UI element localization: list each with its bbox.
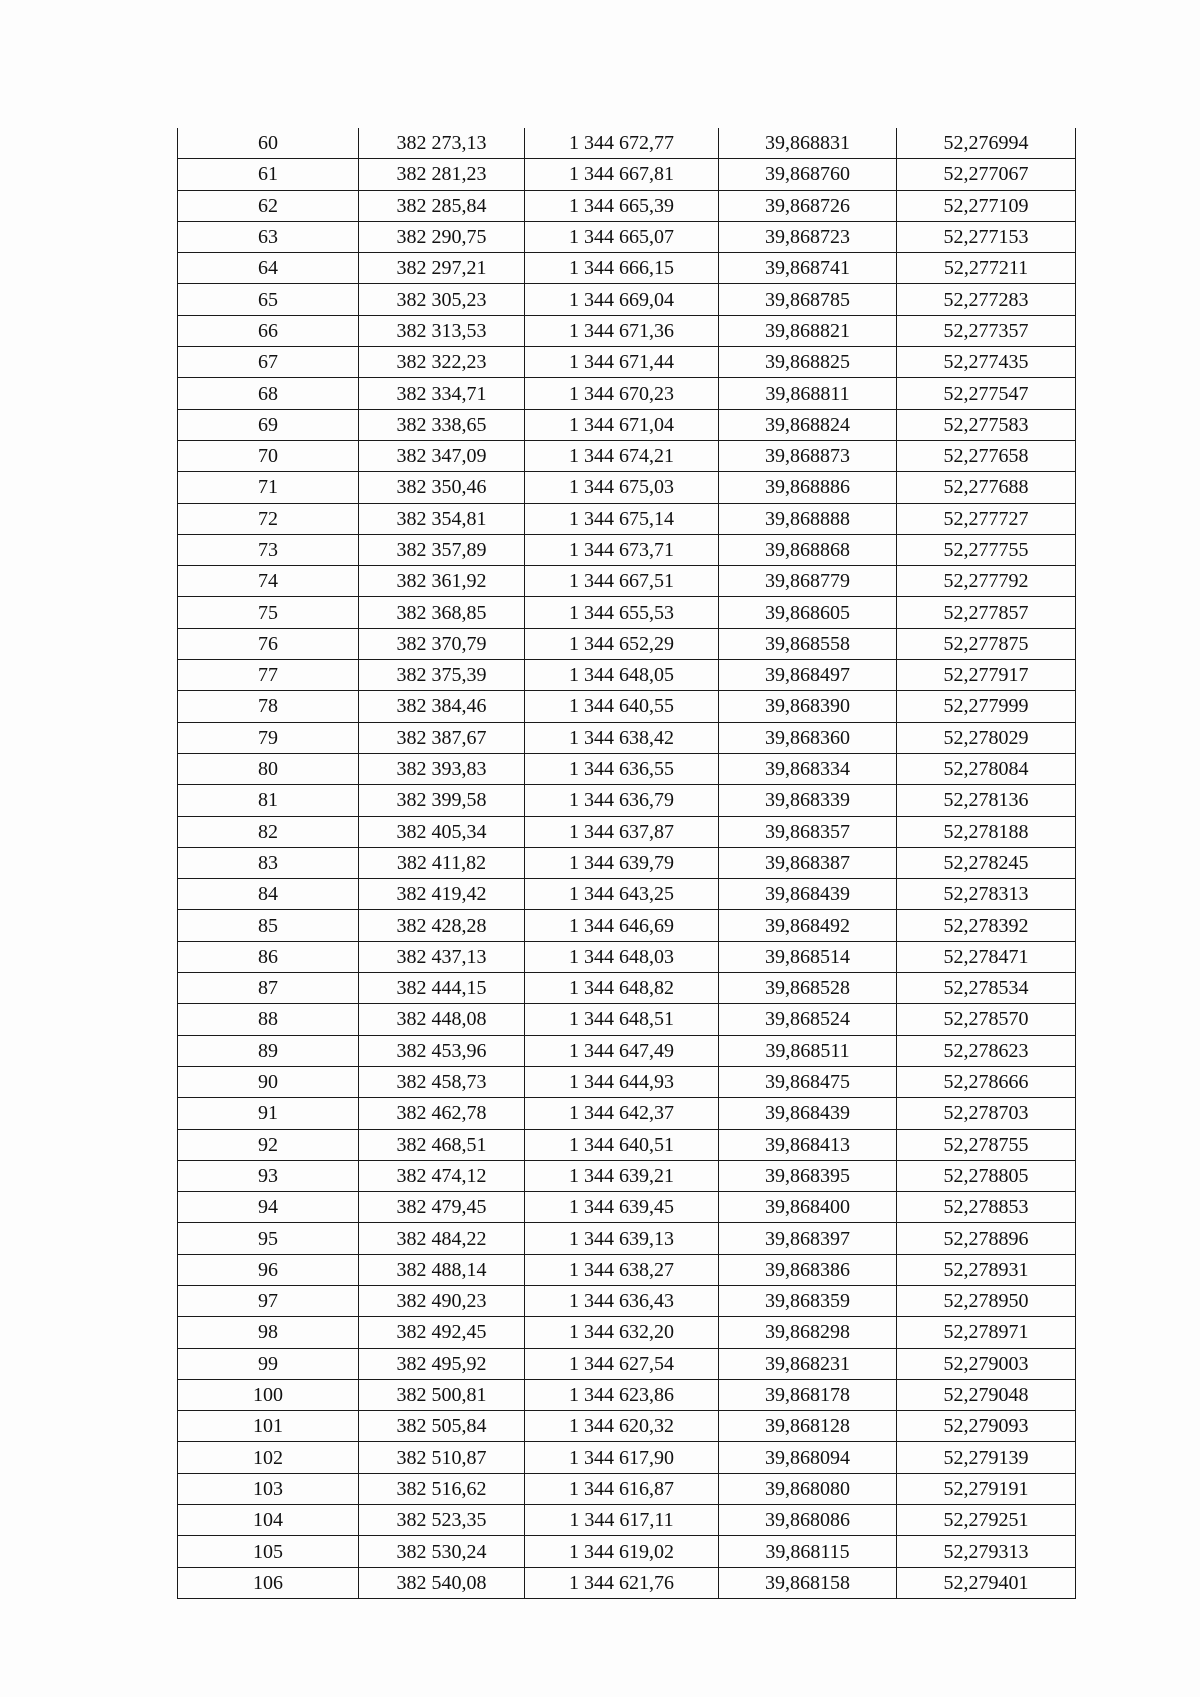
latitude-cell: 52,278623 <box>897 1035 1076 1066</box>
longitude-cell: 39,868231 <box>719 1348 897 1379</box>
latitude-cell: 52,278534 <box>897 973 1076 1004</box>
x-coordinate-cell: 382 530,24 <box>359 1536 525 1567</box>
point-number-cell: 105 <box>178 1536 359 1567</box>
longitude-cell: 39,868511 <box>719 1035 897 1066</box>
table-row <box>178 128 1076 159</box>
y-coordinate-cell: 1 344 671,44 <box>525 347 719 378</box>
latitude-cell: 52,277211 <box>897 253 1076 284</box>
table-row <box>178 660 1076 691</box>
table-row <box>178 253 1076 284</box>
x-coordinate-cell: 382 384,46 <box>359 691 525 722</box>
point-number-cell: 76 <box>178 628 359 659</box>
latitude-cell: 52,279191 <box>897 1473 1076 1504</box>
point-number-cell: 95 <box>178 1223 359 1254</box>
longitude-cell: 39,868439 <box>719 879 897 910</box>
point-number-cell: 97 <box>178 1285 359 1316</box>
longitude-cell: 39,868334 <box>719 753 897 784</box>
y-coordinate-cell: 1 344 666,15 <box>525 253 719 284</box>
point-number-cell: 96 <box>178 1254 359 1285</box>
table-row <box>178 1004 1076 1035</box>
table-row <box>178 1285 1076 1316</box>
y-coordinate-cell: 1 344 637,87 <box>525 816 719 847</box>
longitude-cell: 39,868497 <box>719 660 897 691</box>
point-number-cell: 92 <box>178 1129 359 1160</box>
table-row <box>178 847 1076 878</box>
latitude-cell: 52,277109 <box>897 190 1076 221</box>
point-number-cell: 88 <box>178 1004 359 1035</box>
longitude-cell: 39,868811 <box>719 378 897 409</box>
x-coordinate-cell: 382 334,71 <box>359 378 525 409</box>
x-coordinate-cell: 382 492,45 <box>359 1317 525 1348</box>
latitude-cell: 52,279093 <box>897 1411 1076 1442</box>
table-row <box>178 722 1076 753</box>
point-number-cell: 89 <box>178 1035 359 1066</box>
latitude-cell: 52,279139 <box>897 1442 1076 1473</box>
latitude-cell: 52,277792 <box>897 566 1076 597</box>
y-coordinate-cell: 1 344 675,03 <box>525 472 719 503</box>
table-row <box>178 378 1076 409</box>
x-coordinate-cell: 382 479,45 <box>359 1192 525 1223</box>
latitude-cell: 52,279003 <box>897 1348 1076 1379</box>
point-number-cell: 104 <box>178 1505 359 1536</box>
table-row <box>178 284 1076 315</box>
table-row <box>178 409 1076 440</box>
point-number-cell: 102 <box>178 1442 359 1473</box>
x-coordinate-cell: 382 484,22 <box>359 1223 525 1254</box>
longitude-cell: 39,868357 <box>719 816 897 847</box>
table-row <box>178 440 1076 471</box>
latitude-cell: 52,277283 <box>897 284 1076 315</box>
longitude-cell: 39,868821 <box>719 315 897 346</box>
latitude-cell: 52,278703 <box>897 1098 1076 1129</box>
y-coordinate-cell: 1 344 639,79 <box>525 847 719 878</box>
y-coordinate-cell: 1 344 672,77 <box>525 128 719 159</box>
latitude-cell: 52,277547 <box>897 378 1076 409</box>
longitude-cell: 39,868888 <box>719 503 897 534</box>
table-row <box>178 190 1076 221</box>
table-row <box>178 1379 1076 1410</box>
coordinates-table <box>177 128 1076 1599</box>
point-number-cell: 70 <box>178 440 359 471</box>
longitude-cell: 39,868359 <box>719 1285 897 1316</box>
y-coordinate-cell: 1 344 669,04 <box>525 284 719 315</box>
table-row <box>178 566 1076 597</box>
y-coordinate-cell: 1 344 640,55 <box>525 691 719 722</box>
longitude-cell: 39,868115 <box>719 1536 897 1567</box>
longitude-cell: 39,868390 <box>719 691 897 722</box>
table-row <box>178 1473 1076 1504</box>
y-coordinate-cell: 1 344 667,51 <box>525 566 719 597</box>
y-coordinate-cell: 1 344 643,25 <box>525 879 719 910</box>
latitude-cell: 52,279313 <box>897 1536 1076 1567</box>
y-coordinate-cell: 1 344 638,42 <box>525 722 719 753</box>
y-coordinate-cell: 1 344 620,32 <box>525 1411 719 1442</box>
y-coordinate-cell: 1 344 673,71 <box>525 534 719 565</box>
y-coordinate-cell: 1 344 648,03 <box>525 941 719 972</box>
longitude-cell: 39,868475 <box>719 1066 897 1097</box>
point-number-cell: 85 <box>178 910 359 941</box>
latitude-cell: 52,277857 <box>897 597 1076 628</box>
table-row <box>178 910 1076 941</box>
latitude-cell: 52,278084 <box>897 753 1076 784</box>
y-coordinate-cell: 1 344 639,45 <box>525 1192 719 1223</box>
longitude-cell: 39,868605 <box>719 597 897 628</box>
x-coordinate-cell: 382 290,75 <box>359 221 525 252</box>
point-number-cell: 91 <box>178 1098 359 1129</box>
table-row <box>178 1066 1076 1097</box>
longitude-cell: 39,868128 <box>719 1411 897 1442</box>
longitude-cell: 39,868868 <box>719 534 897 565</box>
longitude-cell: 39,868760 <box>719 159 897 190</box>
point-number-cell: 90 <box>178 1066 359 1097</box>
latitude-cell: 52,277658 <box>897 440 1076 471</box>
point-number-cell: 81 <box>178 785 359 816</box>
point-number-cell: 82 <box>178 816 359 847</box>
x-coordinate-cell: 382 488,14 <box>359 1254 525 1285</box>
y-coordinate-cell: 1 344 627,54 <box>525 1348 719 1379</box>
point-number-cell: 67 <box>178 347 359 378</box>
latitude-cell: 52,277917 <box>897 660 1076 691</box>
x-coordinate-cell: 382 453,96 <box>359 1035 525 1066</box>
longitude-cell: 39,868723 <box>719 221 897 252</box>
x-coordinate-cell: 382 375,39 <box>359 660 525 691</box>
longitude-cell: 39,868524 <box>719 1004 897 1035</box>
table-row <box>178 816 1076 847</box>
point-number-cell: 71 <box>178 472 359 503</box>
y-coordinate-cell: 1 344 638,27 <box>525 1254 719 1285</box>
y-coordinate-cell: 1 344 652,29 <box>525 628 719 659</box>
table-row <box>178 534 1076 565</box>
latitude-cell: 52,279048 <box>897 1379 1076 1410</box>
point-number-cell: 69 <box>178 409 359 440</box>
latitude-cell: 52,277583 <box>897 409 1076 440</box>
x-coordinate-cell: 382 322,23 <box>359 347 525 378</box>
latitude-cell: 52,278471 <box>897 941 1076 972</box>
x-coordinate-cell: 382 516,62 <box>359 1473 525 1504</box>
latitude-cell: 52,278188 <box>897 816 1076 847</box>
table-row <box>178 1348 1076 1379</box>
x-coordinate-cell: 382 361,92 <box>359 566 525 597</box>
point-number-cell: 99 <box>178 1348 359 1379</box>
table-row <box>178 1160 1076 1191</box>
point-number-cell: 84 <box>178 879 359 910</box>
x-coordinate-cell: 382 490,23 <box>359 1285 525 1316</box>
y-coordinate-cell: 1 344 636,43 <box>525 1285 719 1316</box>
point-number-cell: 79 <box>178 722 359 753</box>
latitude-cell: 52,277688 <box>897 472 1076 503</box>
point-number-cell: 86 <box>178 941 359 972</box>
x-coordinate-cell: 382 368,85 <box>359 597 525 628</box>
table-row <box>178 691 1076 722</box>
point-number-cell: 101 <box>178 1411 359 1442</box>
longitude-cell: 39,868785 <box>719 284 897 315</box>
latitude-cell: 52,278392 <box>897 910 1076 941</box>
longitude-cell: 39,868741 <box>719 253 897 284</box>
point-number-cell: 98 <box>178 1317 359 1348</box>
latitude-cell: 52,278805 <box>897 1160 1076 1191</box>
y-coordinate-cell: 1 344 655,53 <box>525 597 719 628</box>
latitude-cell: 52,278971 <box>897 1317 1076 1348</box>
latitude-cell: 52,278755 <box>897 1129 1076 1160</box>
x-coordinate-cell: 382 448,08 <box>359 1004 525 1035</box>
table-row <box>178 1035 1076 1066</box>
longitude-cell: 39,868825 <box>719 347 897 378</box>
longitude-cell: 39,868413 <box>719 1129 897 1160</box>
y-coordinate-cell: 1 344 648,82 <box>525 973 719 1004</box>
y-coordinate-cell: 1 344 639,21 <box>525 1160 719 1191</box>
point-number-cell: 103 <box>178 1473 359 1504</box>
x-coordinate-cell: 382 387,67 <box>359 722 525 753</box>
latitude-cell: 52,277435 <box>897 347 1076 378</box>
y-coordinate-cell: 1 344 671,36 <box>525 315 719 346</box>
longitude-cell: 39,868094 <box>719 1442 897 1473</box>
y-coordinate-cell: 1 344 639,13 <box>525 1223 719 1254</box>
table-row <box>178 785 1076 816</box>
latitude-cell: 52,278245 <box>897 847 1076 878</box>
table-row <box>178 1567 1076 1598</box>
x-coordinate-cell: 382 428,28 <box>359 910 525 941</box>
latitude-cell: 52,278029 <box>897 722 1076 753</box>
x-coordinate-cell: 382 462,78 <box>359 1098 525 1129</box>
y-coordinate-cell: 1 344 671,04 <box>525 409 719 440</box>
longitude-cell: 39,868086 <box>719 1505 897 1536</box>
x-coordinate-cell: 382 437,13 <box>359 941 525 972</box>
x-coordinate-cell: 382 354,81 <box>359 503 525 534</box>
x-coordinate-cell: 382 500,81 <box>359 1379 525 1410</box>
x-coordinate-cell: 382 510,87 <box>359 1442 525 1473</box>
longitude-cell: 39,868360 <box>719 722 897 753</box>
latitude-cell: 52,278931 <box>897 1254 1076 1285</box>
x-coordinate-cell: 382 495,92 <box>359 1348 525 1379</box>
longitude-cell: 39,868386 <box>719 1254 897 1285</box>
latitude-cell: 52,279401 <box>897 1567 1076 1598</box>
point-number-cell: 93 <box>178 1160 359 1191</box>
point-number-cell: 106 <box>178 1567 359 1598</box>
y-coordinate-cell: 1 344 619,02 <box>525 1536 719 1567</box>
y-coordinate-cell: 1 344 644,93 <box>525 1066 719 1097</box>
y-coordinate-cell: 1 344 665,07 <box>525 221 719 252</box>
longitude-cell: 39,868080 <box>719 1473 897 1504</box>
x-coordinate-cell: 382 399,58 <box>359 785 525 816</box>
x-coordinate-cell: 382 458,73 <box>359 1066 525 1097</box>
longitude-cell: 39,868873 <box>719 440 897 471</box>
table-row <box>178 472 1076 503</box>
y-coordinate-cell: 1 344 632,20 <box>525 1317 719 1348</box>
point-number-cell: 61 <box>178 159 359 190</box>
point-number-cell: 72 <box>178 503 359 534</box>
point-number-cell: 65 <box>178 284 359 315</box>
point-number-cell: 60 <box>178 128 359 159</box>
point-number-cell: 62 <box>178 190 359 221</box>
y-coordinate-cell: 1 344 648,51 <box>525 1004 719 1035</box>
table-row <box>178 503 1076 534</box>
latitude-cell: 52,277875 <box>897 628 1076 659</box>
x-coordinate-cell: 382 468,51 <box>359 1129 525 1160</box>
longitude-cell: 39,868387 <box>719 847 897 878</box>
table-row <box>178 1536 1076 1567</box>
latitude-cell: 52,278950 <box>897 1285 1076 1316</box>
table-row <box>178 1129 1076 1160</box>
longitude-cell: 39,868178 <box>719 1379 897 1410</box>
x-coordinate-cell: 382 405,34 <box>359 816 525 847</box>
table-row <box>178 1442 1076 1473</box>
y-coordinate-cell: 1 344 642,37 <box>525 1098 719 1129</box>
x-coordinate-cell: 382 305,23 <box>359 284 525 315</box>
longitude-cell: 39,868439 <box>719 1098 897 1129</box>
latitude-cell: 52,278570 <box>897 1004 1076 1035</box>
y-coordinate-cell: 1 344 617,11 <box>525 1505 719 1536</box>
latitude-cell: 52,277755 <box>897 534 1076 565</box>
point-number-cell: 74 <box>178 566 359 597</box>
x-coordinate-cell: 382 273,13 <box>359 128 525 159</box>
longitude-cell: 39,868824 <box>719 409 897 440</box>
y-coordinate-cell: 1 344 670,23 <box>525 378 719 409</box>
point-number-cell: 100 <box>178 1379 359 1410</box>
latitude-cell: 52,278896 <box>897 1223 1076 1254</box>
x-coordinate-cell: 382 347,09 <box>359 440 525 471</box>
longitude-cell: 39,868831 <box>719 128 897 159</box>
x-coordinate-cell: 382 350,46 <box>359 472 525 503</box>
latitude-cell: 52,278136 <box>897 785 1076 816</box>
table-row <box>178 879 1076 910</box>
x-coordinate-cell: 382 357,89 <box>359 534 525 565</box>
longitude-cell: 39,868158 <box>719 1567 897 1598</box>
table-row <box>178 1505 1076 1536</box>
table-row <box>178 628 1076 659</box>
longitude-cell: 39,868528 <box>719 973 897 1004</box>
point-number-cell: 78 <box>178 691 359 722</box>
latitude-cell: 52,278313 <box>897 879 1076 910</box>
longitude-cell: 39,868514 <box>719 941 897 972</box>
point-number-cell: 63 <box>178 221 359 252</box>
longitude-cell: 39,868400 <box>719 1192 897 1223</box>
table-row <box>178 1223 1076 1254</box>
point-number-cell: 73 <box>178 534 359 565</box>
point-number-cell: 87 <box>178 973 359 1004</box>
y-coordinate-cell: 1 344 617,90 <box>525 1442 719 1473</box>
latitude-cell: 52,277999 <box>897 691 1076 722</box>
table-row <box>178 1098 1076 1129</box>
point-number-cell: 66 <box>178 315 359 346</box>
x-coordinate-cell: 382 474,12 <box>359 1160 525 1191</box>
longitude-cell: 39,868886 <box>719 472 897 503</box>
point-number-cell: 94 <box>178 1192 359 1223</box>
y-coordinate-cell: 1 344 667,81 <box>525 159 719 190</box>
latitude-cell: 52,277357 <box>897 315 1076 346</box>
y-coordinate-cell: 1 344 616,87 <box>525 1473 719 1504</box>
table-row <box>178 941 1076 972</box>
point-number-cell: 77 <box>178 660 359 691</box>
latitude-cell: 52,278666 <box>897 1066 1076 1097</box>
y-coordinate-cell: 1 344 646,69 <box>525 910 719 941</box>
y-coordinate-cell: 1 344 621,76 <box>525 1567 719 1598</box>
point-number-cell: 80 <box>178 753 359 784</box>
table-row <box>178 753 1076 784</box>
table-row <box>178 1254 1076 1285</box>
table-row <box>178 347 1076 378</box>
x-coordinate-cell: 382 444,15 <box>359 973 525 1004</box>
point-number-cell: 75 <box>178 597 359 628</box>
x-coordinate-cell: 382 338,65 <box>359 409 525 440</box>
latitude-cell: 52,277153 <box>897 221 1076 252</box>
longitude-cell: 39,868558 <box>719 628 897 659</box>
latitude-cell: 52,278853 <box>897 1192 1076 1223</box>
table-row <box>178 597 1076 628</box>
x-coordinate-cell: 382 285,84 <box>359 190 525 221</box>
table-row <box>178 1192 1076 1223</box>
point-number-cell: 68 <box>178 378 359 409</box>
latitude-cell: 52,277067 <box>897 159 1076 190</box>
longitude-cell: 39,868726 <box>719 190 897 221</box>
x-coordinate-cell: 382 370,79 <box>359 628 525 659</box>
longitude-cell: 39,868298 <box>719 1317 897 1348</box>
y-coordinate-cell: 1 344 640,51 <box>525 1129 719 1160</box>
y-coordinate-cell: 1 344 675,14 <box>525 503 719 534</box>
table-row <box>178 315 1076 346</box>
table-row <box>178 1317 1076 1348</box>
x-coordinate-cell: 382 419,42 <box>359 879 525 910</box>
x-coordinate-cell: 382 313,53 <box>359 315 525 346</box>
table-row <box>178 159 1076 190</box>
y-coordinate-cell: 1 344 648,05 <box>525 660 719 691</box>
latitude-cell: 52,279251 <box>897 1505 1076 1536</box>
x-coordinate-cell: 382 281,23 <box>359 159 525 190</box>
x-coordinate-cell: 382 540,08 <box>359 1567 525 1598</box>
y-coordinate-cell: 1 344 623,86 <box>525 1379 719 1410</box>
y-coordinate-cell: 1 344 636,55 <box>525 753 719 784</box>
longitude-cell: 39,868397 <box>719 1223 897 1254</box>
x-coordinate-cell: 382 505,84 <box>359 1411 525 1442</box>
table-row <box>178 1411 1076 1442</box>
y-coordinate-cell: 1 344 665,39 <box>525 190 719 221</box>
longitude-cell: 39,868339 <box>719 785 897 816</box>
y-coordinate-cell: 1 344 647,49 <box>525 1035 719 1066</box>
longitude-cell: 39,868492 <box>719 910 897 941</box>
y-coordinate-cell: 1 344 674,21 <box>525 440 719 471</box>
longitude-cell: 39,868395 <box>719 1160 897 1191</box>
x-coordinate-cell: 382 523,35 <box>359 1505 525 1536</box>
y-coordinate-cell: 1 344 636,79 <box>525 785 719 816</box>
latitude-cell: 52,276994 <box>897 128 1076 159</box>
x-coordinate-cell: 382 297,21 <box>359 253 525 284</box>
latitude-cell: 52,277727 <box>897 503 1076 534</box>
table-row <box>178 973 1076 1004</box>
x-coordinate-cell: 382 411,82 <box>359 847 525 878</box>
longitude-cell: 39,868779 <box>719 566 897 597</box>
coordinates-table-body <box>178 128 1076 1598</box>
point-number-cell: 64 <box>178 253 359 284</box>
x-coordinate-cell: 382 393,83 <box>359 753 525 784</box>
point-number-cell: 83 <box>178 847 359 878</box>
table-row <box>178 221 1076 252</box>
